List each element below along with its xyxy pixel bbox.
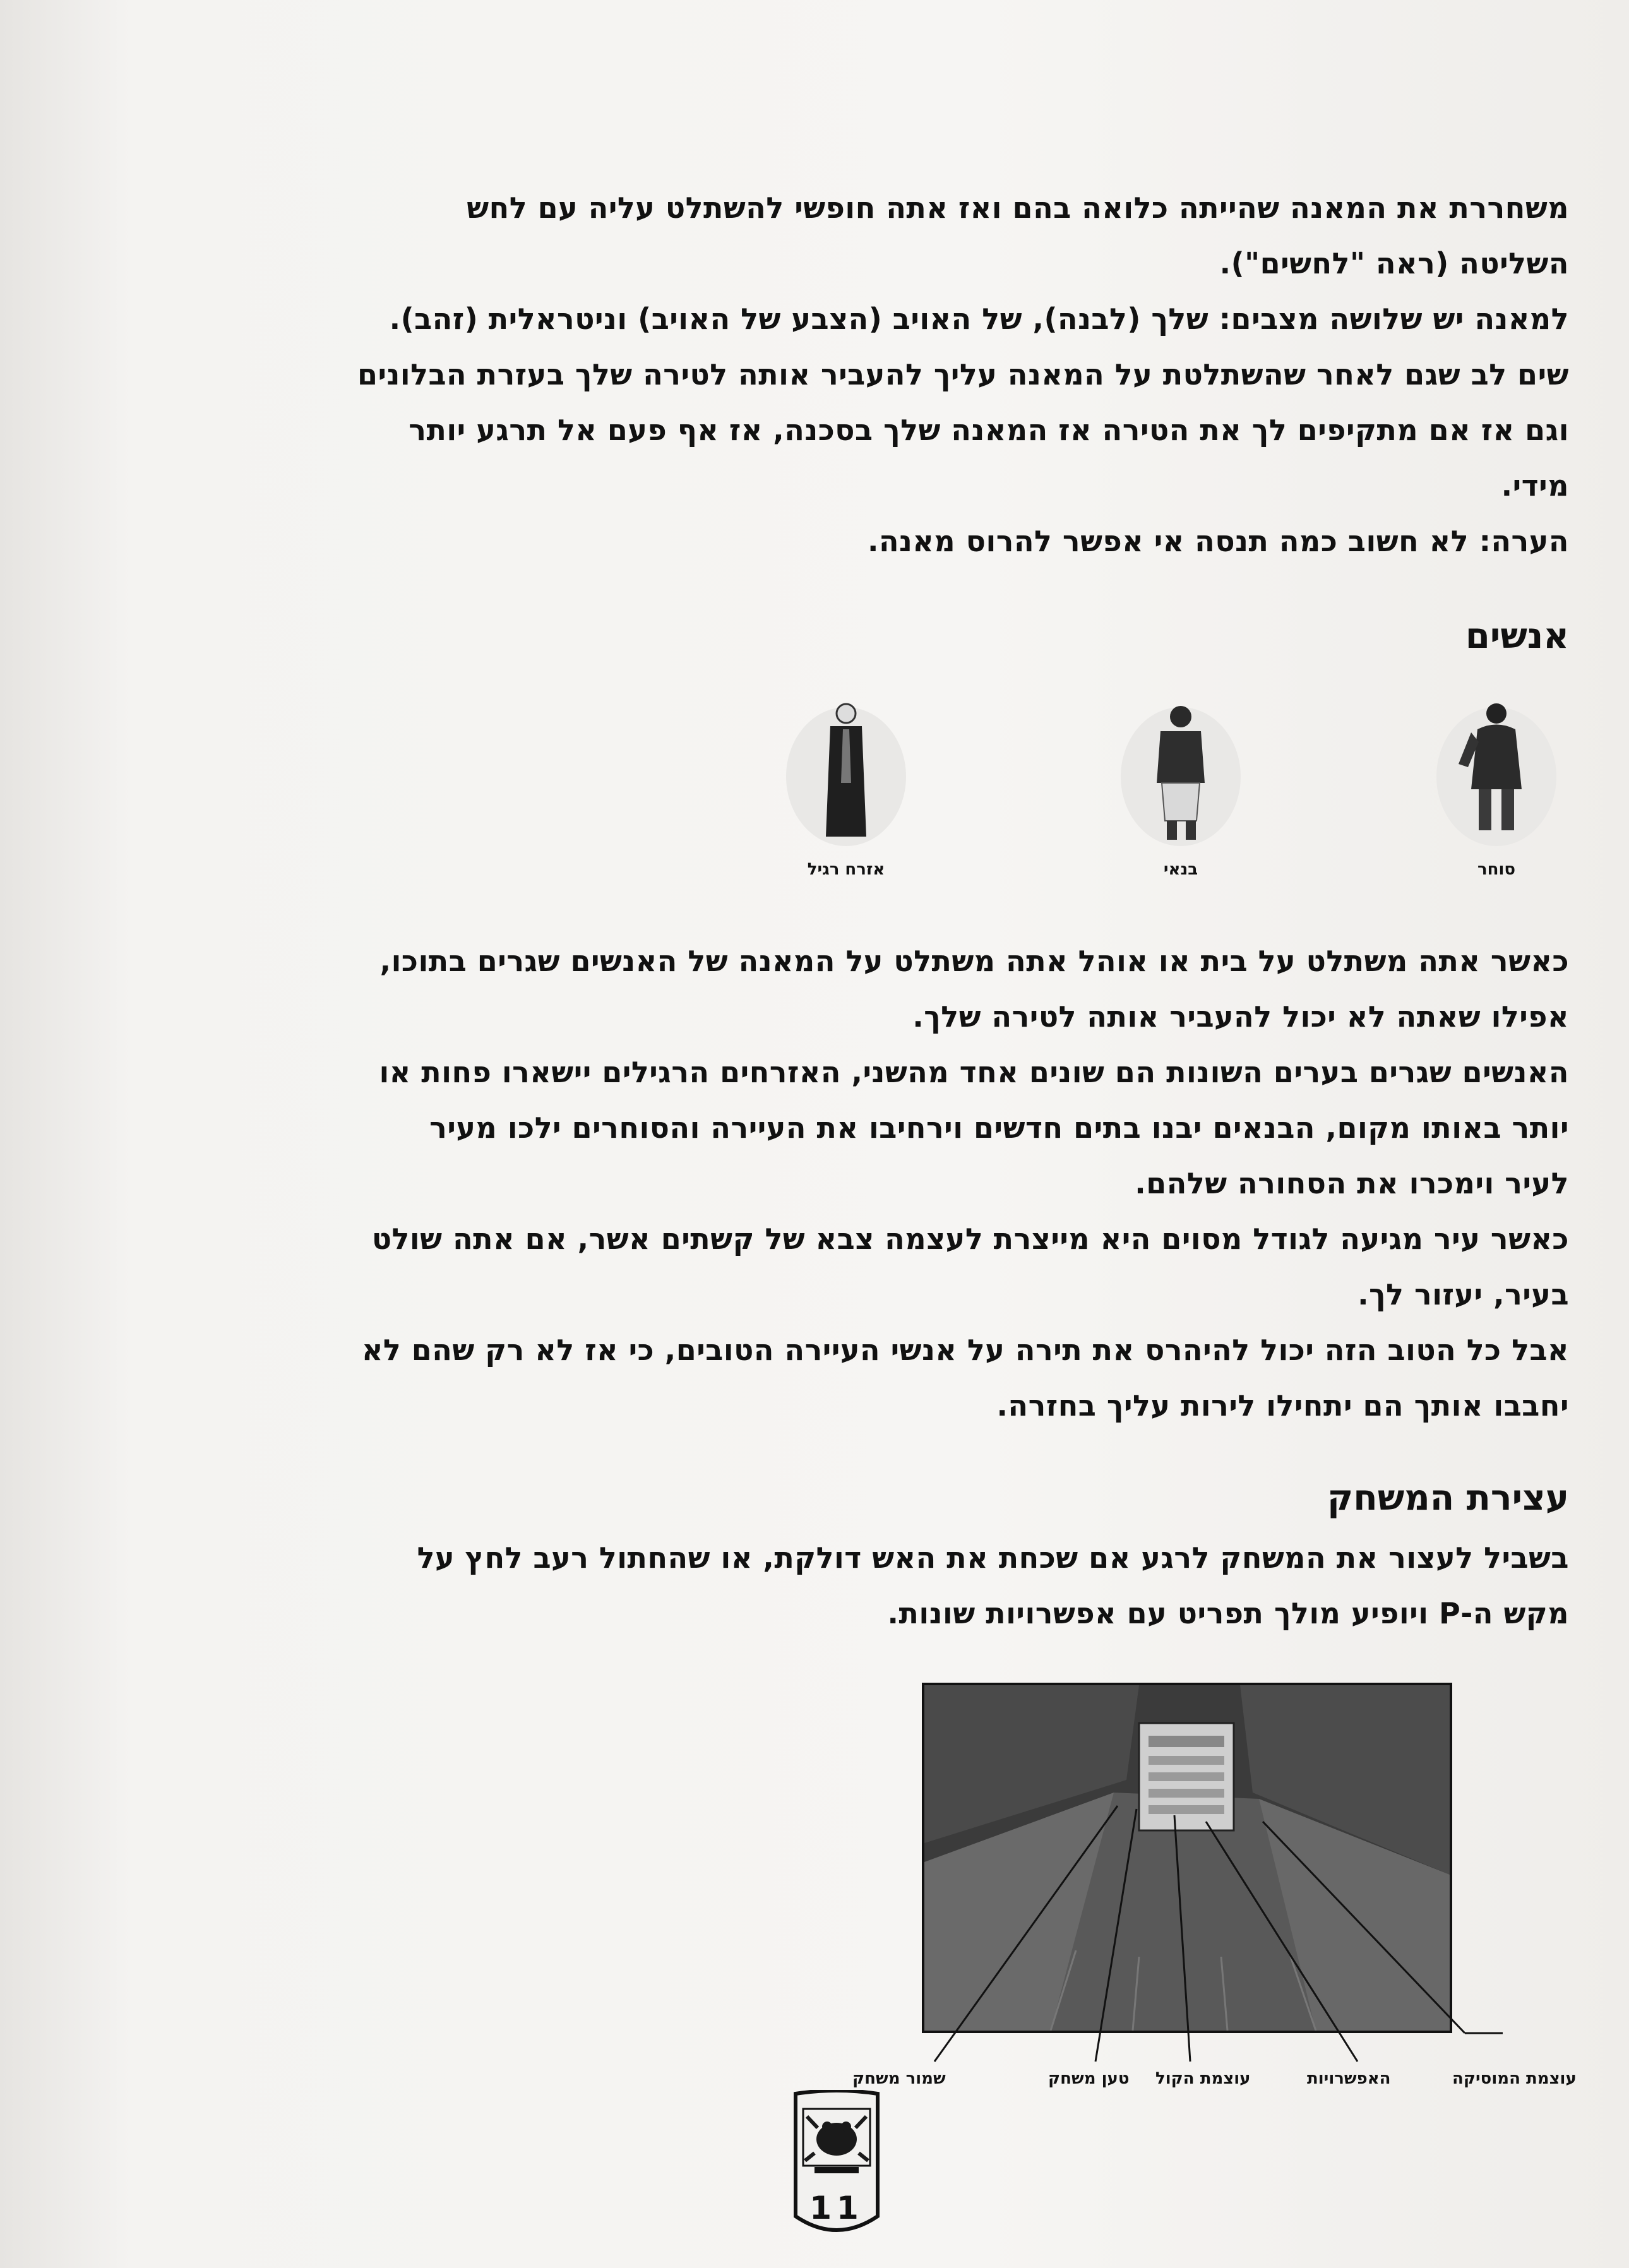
citizen-figure	[783, 695, 909, 884]
note-label: הערה:	[1479, 524, 1569, 558]
text-line: מידי.	[1501, 469, 1569, 503]
section-heading: עצירת המשחק	[1327, 1477, 1569, 1519]
text-line: כאשר עיר מגיעה לגודל מסוים היא מייצרת לעצמה צבא של קשתים אשר, אם אתה שולט	[371, 1222, 1569, 1256]
people-section	[107, 933, 1569, 1433]
text-line: שים לב שגם לאחר שהשתלטת על המאנה עליך להעביר אותה לטירה שלך בעזרת הבלונים	[357, 357, 1569, 391]
callout-lines	[821, 1683, 1610, 2093]
citizen-icon	[783, 695, 909, 846]
figure-caption: בנאי	[1163, 860, 1198, 879]
builder-figure	[1118, 695, 1244, 884]
mana-section	[107, 180, 1569, 569]
callout-save-game: שמור משחק	[852, 2069, 946, 2088]
text-line: משחררת את המאנה שהייתה כלואה בהם ואז אתה חופשי להשתלט עליה עם לחש	[467, 191, 1569, 225]
figure-caption: סוחר	[1477, 860, 1516, 879]
text-line: מקש ה-P ויופיע מולך תפריט עם אפשרויות שונות.	[887, 1596, 1569, 1630]
text-line: למאנה יש שלושה מצבים: שלך (לבנה), של האויב (הצבע של האויב) וניטראלית (זהב).	[389, 302, 1569, 336]
page-number: 11	[809, 2190, 864, 2226]
text-line: בשביל לעצור את המשחק לרגע אם שכחת את האש דולקת, או שהחתול רעב לחץ על	[417, 1541, 1569, 1575]
text-line: וגם אז אם מתקיפים לך את הטירה אז המאנה שלך בסכנה, אז אף פעם אל תרגע יותר	[409, 413, 1569, 447]
callout-music-volume: עוצמת המוסיקה	[1452, 2069, 1577, 2088]
text-line: אפילו שאתה לא יכול להעביר אותה לטירה שלך.	[912, 1000, 1569, 1034]
text-line: יחבבו אותך הם יתחילו לירות עליך בחזרה.	[996, 1388, 1569, 1423]
callout-sound-volume: עוצמת הקול	[1155, 2069, 1251, 2088]
text-line: לעיר וימכרו את הסחורה שלהם.	[1135, 1166, 1569, 1200]
text-line: בעיר, יעזור לך.	[1358, 1277, 1569, 1311]
text-line: כאשר אתה משתלט על בית או אוהל אתה משתלט על המאנה של האנשים שגרים בתוכו,	[379, 944, 1569, 978]
pause-section	[107, 1477, 1569, 1641]
note-line	[107, 513, 1569, 569]
screenshot-callouts	[821, 1683, 1610, 2093]
builder-icon	[1118, 695, 1244, 846]
merchant-icon	[1433, 695, 1560, 846]
callout-load-game: טען משחק	[1048, 2069, 1130, 2088]
note-text: לא חשוב כמה תנסה אי אפשר להרוס מאנה.	[867, 524, 1479, 558]
section-heading: אנשים	[1465, 616, 1569, 657]
people-heading-block	[107, 616, 1569, 657]
text-line: האנשים שגרים בערים השונות הם שונים אחד מהשני, האזרחים הרגילים יישארו פחות או	[379, 1055, 1569, 1089]
callout-options: האפשרויות	[1307, 2069, 1391, 2088]
text-line: השליטה (ראה "לחשים").	[1219, 246, 1569, 280]
merchant-figure	[1433, 695, 1560, 884]
figure-caption: אזרח רגיל	[807, 860, 885, 879]
text-line: אבל כל הטוב הזה יכול להיהרס את תירה על אנשי העיירה הטובים, כי אז לא רק שהם לא	[361, 1333, 1569, 1367]
text-line: יותר באותו מקום, הבנאים יבנו בתים חדשים וירחיבו את העיירה והסוחרים ילכו מעיר	[429, 1111, 1569, 1145]
people-figures	[758, 695, 1560, 897]
